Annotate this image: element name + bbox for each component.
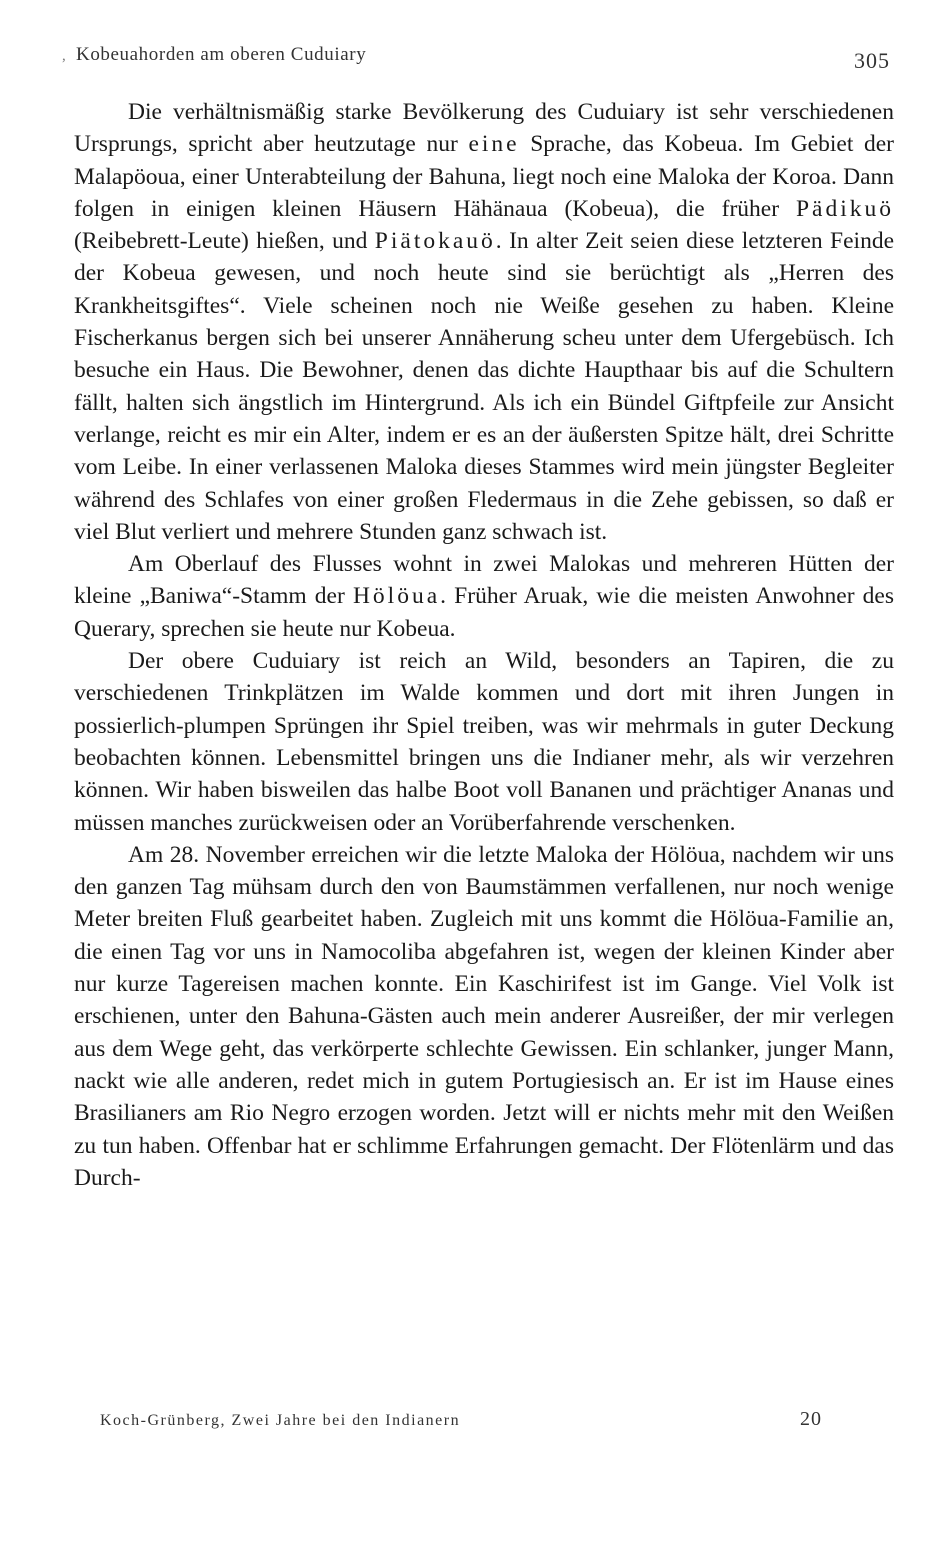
text-run: Am Oberlauf des Flusses wohnt in zwei Malokas und mehreren Hütten der kleine „Baniwa“-Stamm der [74,551,894,610]
text-run: Sprache, das Kobeua. Im Gebiet der Malapöoua, einer Unterabteilung der Bahuna, liegt noch eine Maloka der Koroa. Dann folgen in einigen kleinen Häusern Hähänaua (Kobeua), die früher [74,131,894,222]
running-title: Kobeuahorden am oberen Cuduiary [76,44,367,65]
footer-signature: Koch-Grünberg, Zwei Jahre bei den Indianern [100,1412,461,1429]
sheet-number: 20 [800,1408,822,1430]
text-run: (Reibebrett-Leute) hießen, und [74,228,375,255]
paragraph [74,645,894,839]
emphasis-spaced-text: Piätokauö [374,228,496,255]
text-run: Die verhältnismäßig starke Bevölkerung des Cuduiary ist sehr verschiedenen Ursprungs, spricht aber heutzutage nur [74,99,894,158]
page-footer [100,1408,822,1432]
text-run: Der obere Cuduiary ist reich an Wild, besonders an Tapiren, die zu verschiedenen Trinkplätzen im Walde kommen und dort mit ihren Jungen in possierlich-plumpen Sprüngen ihr Spiel treiben, was wir mehrmals in guter Deckung beobachten können. Lebensmittel bringen uns die Indianer mehr, als wir verzehren können. Wir haben bisweilen das halbe Boot voll Bananen und prächtiger Ananas und müssen manches zurückweisen oder an Vorüberfahrende verschenken. [74,648,894,836]
emphasis-spaced-text: eine [468,131,520,158]
page-number: 305 [854,48,890,73]
text-run: Am 28. November erreichen wir die letzte Maloka der Hölöua, nachdem wir uns den ganzen Tag mühsam durch den von Baumstämmen verfallenen, nur noch wenige Meter breiten Fluß gearbeitet haben. Zugleich mit uns kommt die Hölöua-Familie an, die einen Tag vor uns in Namocoliba abgefahren ist, wegen der kleinen Kinder aber nur kurze Tagereisen machen konnte. Ein Kaschirifest ist im Gange. Viel Volk ist erschienen, unter den Bahuna-Gästen auch mein anderer Ausreißer, der mir verlegen aus dem Wege geht, das verkörperte schlechte Gewissen. Ein schlanker, junger Mann, nackt wie alle anderen, redet mich in gutem Portugiesisch an. Er ist im Hause eines Brasilianers am Rio Negro erzogen worden. Jetzt will er nichts mehr mit den Weißen zu tun haben. Offenbar hat er schlimme Erfahrungen gemacht. Der Flötenlärm und das Durch- [74,841,894,1191]
body-text [74,96,894,1194]
text-run: . In alter Zeit seien diese letzteren Feinde der Kobeua gewesen, und noch heute sind sie berüchtigt als „Herren des Krankheitsgiftes“. Viele scheinen noch nie Weiße gesehen zu haben. Kleine Fischerkanus bergen sich bei unserer Annäherung scheu unter dem Ufergebüsch. Ich besuche ein Haus. Die Bewohner, denen das dichte Haupthaar bis auf die Schultern fällt, halten sich ängstlich im Hintergrund. Als ich ein Bündel Giftpfeile zur Ansicht verlange, reicht es mir ein Alter, indem er es an der äußersten Spitze hält, drei Schritte vom Leibe. In einer verlassenen Maloka dieses Stammes wird mein jüngster Begleiter während des Schlafes von einer großen Fledermaus in die Zehe gebissen, so daß er viel Blut verliert und mehrere Stunden ganz schwach ist. [74,228,894,545]
paragraph [74,96,894,548]
text-run: . Früher Aruak, wie die meisten Anwohner des Querary, sprechen sie heute nur Kobeua. [74,583,895,642]
margin-mark: , [62,48,67,64]
paragraph [74,839,894,1194]
emphasis-spaced-text: Pädikuö [795,195,894,222]
paragraph [74,548,894,645]
emphasis-spaced-text: Hölöua [352,583,441,610]
running-head [62,44,890,72]
